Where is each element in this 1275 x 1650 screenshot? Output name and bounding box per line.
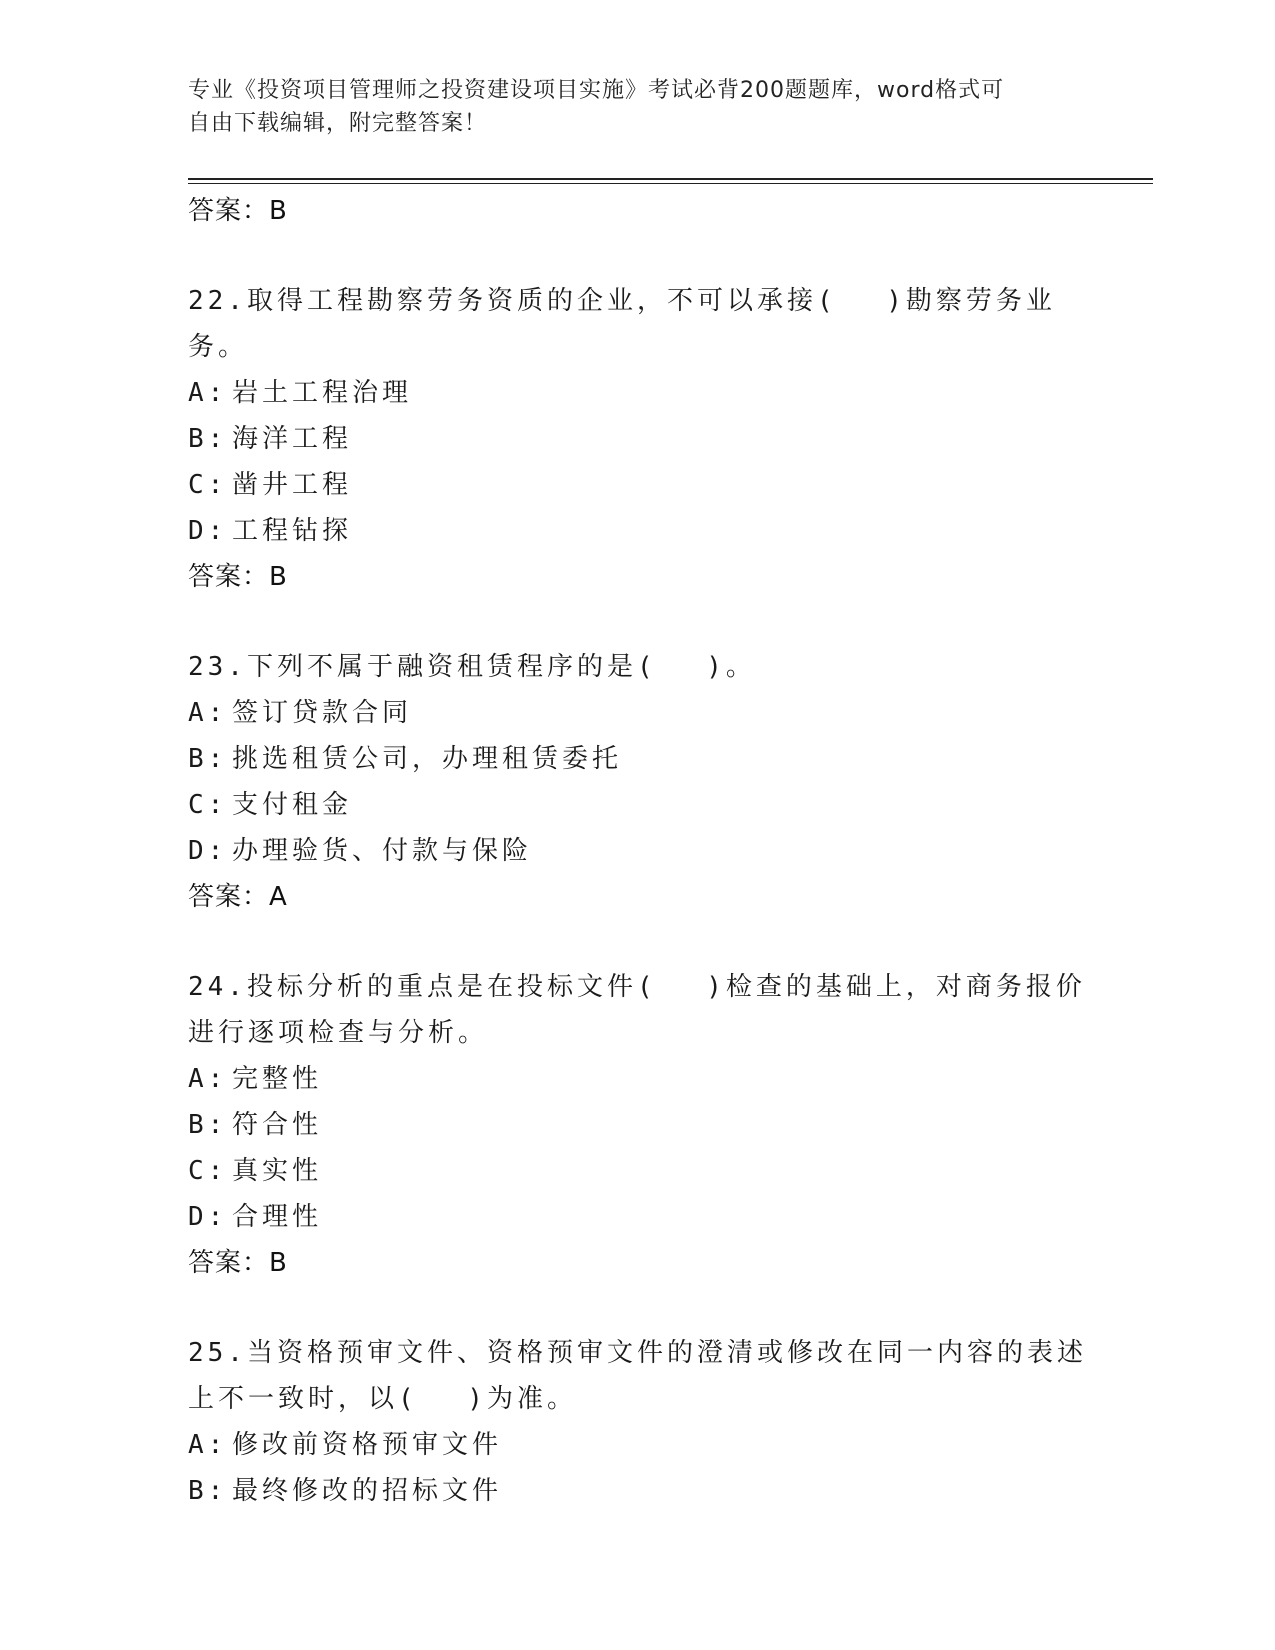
option-letter: B: xyxy=(188,424,228,454)
option-text: 办理验货、付款与保险 xyxy=(232,836,533,866)
answer-line: 答案：B xyxy=(188,1248,288,1278)
question-block-22 xyxy=(188,278,1088,600)
option-c xyxy=(188,1148,1088,1194)
question-text: 25.当资格预审文件、资格预审文件的澄清或修改在同一内容的表述上不一致时，以( )为准。 xyxy=(188,1338,1087,1414)
option-a xyxy=(188,690,1088,736)
option-text: 挑选租赁公司，办理租赁委托 xyxy=(232,744,623,774)
option-b xyxy=(188,736,1088,782)
option-b xyxy=(188,1102,1088,1148)
question-block-24 xyxy=(188,964,1088,1286)
option-letter: A: xyxy=(188,698,228,728)
option-a xyxy=(188,1422,1088,1468)
option-b xyxy=(188,1468,1088,1514)
answer-line: 答案：B xyxy=(188,196,288,226)
option-letter: D: xyxy=(188,836,228,866)
option-letter: A: xyxy=(188,1064,228,1094)
option-letter: B: xyxy=(188,1110,228,1140)
option-letter: C: xyxy=(188,470,228,500)
option-text: 凿井工程 xyxy=(232,470,353,500)
option-text: 完整性 xyxy=(232,1064,323,1094)
option-letter: A: xyxy=(188,1430,228,1460)
option-d xyxy=(188,1194,1088,1240)
option-text: 工程钻探 xyxy=(232,516,353,546)
option-letter: C: xyxy=(188,1156,228,1186)
option-d xyxy=(188,508,1088,554)
answer-line: 答案：B xyxy=(188,562,288,592)
question-block-25 xyxy=(188,1330,1088,1514)
option-text: 修改前资格预审文件 xyxy=(232,1430,503,1460)
option-letter: A: xyxy=(188,378,228,408)
option-letter: D: xyxy=(188,516,228,546)
question-text: 22.取得工程勘察劳务资质的企业，不可以承接( )勘察劳务业务。 xyxy=(188,286,1056,362)
option-text: 最终修改的招标文件 xyxy=(232,1476,503,1506)
option-text: 合理性 xyxy=(232,1202,323,1232)
option-text: 海洋工程 xyxy=(232,424,353,454)
option-text: 支付租金 xyxy=(232,790,353,820)
option-c xyxy=(188,462,1088,508)
page-header xyxy=(188,74,1068,140)
question-text: 23.下列不属于融资租赁程序的是( )。 xyxy=(188,652,756,682)
header-line-1: 专业《投资项目管理师之投资建设项目实施》考试必背200题题库，word格式可 xyxy=(188,78,1005,103)
option-letter: B: xyxy=(188,1476,228,1506)
option-a xyxy=(188,1056,1088,1102)
option-text: 岩土工程治理 xyxy=(232,378,413,408)
option-letter: C: xyxy=(188,790,228,820)
answer-line: 答案：A xyxy=(188,882,288,912)
option-text: 签订贷款合同 xyxy=(232,698,413,728)
question-text: 24.投标分析的重点是在投标文件( )检查的基础上，对商务报价进行逐项检查与分析。 xyxy=(188,972,1086,1048)
option-letter: B: xyxy=(188,744,228,774)
option-text: 符合性 xyxy=(232,1110,323,1140)
question-list xyxy=(188,188,1088,1514)
option-letter: D: xyxy=(188,1202,228,1232)
header-line-2: 自由下载编辑，附完整答案！ xyxy=(188,111,488,136)
option-d xyxy=(188,828,1088,874)
option-text: 真实性 xyxy=(232,1156,323,1186)
option-c xyxy=(188,782,1088,828)
question-block-23 xyxy=(188,644,1088,920)
option-a xyxy=(188,370,1088,416)
option-b xyxy=(188,416,1088,462)
header-rule-thick xyxy=(188,178,1153,180)
header-rule-thin xyxy=(188,183,1153,184)
